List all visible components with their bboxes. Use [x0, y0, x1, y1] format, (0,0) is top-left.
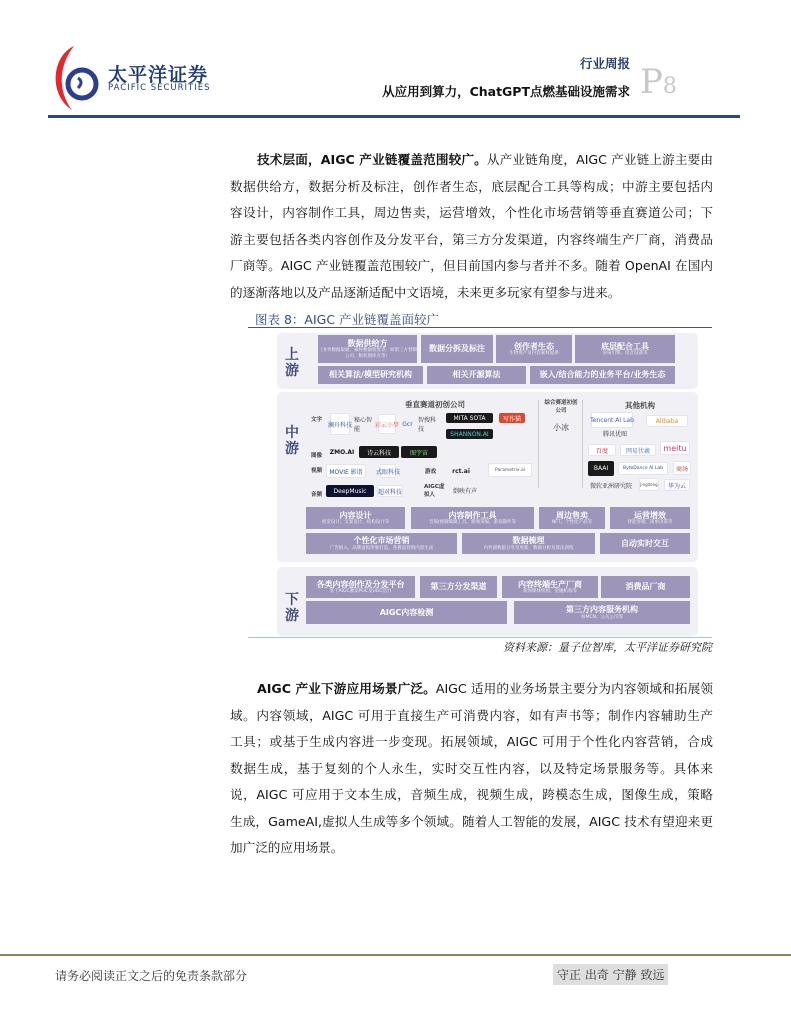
figure-source: 资料来源：量子位智库，太平洋证券研究院 [503, 641, 712, 654]
source-divider [248, 637, 712, 638]
brand-name-cn: 太平洋证券 [108, 64, 209, 86]
company-logo: 华为云 [664, 479, 690, 491]
box-label: 数据分拆及标注 [429, 344, 485, 354]
company-logo-icon [52, 44, 108, 114]
text-line: 从产业链角度，AIGC 产业链上游主要由 [486, 152, 713, 167]
category-label: AIGC虚拟人 [424, 484, 445, 498]
text-line: 说，AIGC 可应用于文本生成，音频生成，视频生成，跨模态生成，图像生成，策略 [230, 787, 713, 802]
text-line: 数据供给方，数据分析及标注，创作者生态，底层配合工具等构成；中游主要包括内 [230, 178, 713, 194]
box-label: 自动实时交互 [621, 538, 669, 548]
chain-box [306, 601, 507, 624]
category-label: 视频 [311, 468, 323, 474]
box-sublabel: （业务数据取通、素材数据收集等，如第三方替制公司、版权图库方等） [318, 348, 417, 359]
chain-box [306, 507, 405, 529]
text-line: 生成，GameAI,虚拟人生成等多个领域。随着人工智能的发展，AIGC 技术有望迎来更 [230, 813, 713, 829]
chain-box [502, 576, 598, 598]
company-logo: MOVIE 影谱 [326, 464, 366, 478]
company-logo: meitu [660, 441, 690, 455]
text-line: 的逐渐落地以及产品逐渐适配中文语境，未来更多玩家有望参与进来。 [230, 284, 621, 300]
company-logo: MITA SOTA [446, 413, 493, 423]
box-sublabel: 新闻媒体机构、金融机构等 [523, 589, 577, 594]
paragraph-downstream-applications [230, 676, 713, 862]
chain-box [530, 366, 675, 384]
box-label: 相关算法/模型研究机构 [329, 370, 412, 380]
box-label: 数据供给方 [347, 339, 388, 349]
chain-box [318, 335, 417, 363]
box-label: 第三方内容服务机构 [566, 605, 638, 615]
chain-box [575, 335, 675, 363]
company-logo: 诗云科技 [359, 446, 399, 458]
box-sublabel: 渲染引擎、语音设备等 [602, 351, 648, 356]
company-logo: 秘心智能 [354, 417, 373, 433]
chain-box [462, 533, 595, 554]
company-logo: 式眼科技 [380, 464, 396, 478]
company-logo: 澜舟科技 [330, 413, 350, 435]
column-divider [582, 400, 583, 488]
figure-divider [248, 327, 712, 328]
company-logo: rct.ai [452, 467, 470, 475]
tier-label-midstream: 中游 [285, 425, 299, 458]
company-logo: 超对科技 [377, 485, 403, 497]
page-number: P8 [640, 62, 677, 102]
chain-box [601, 576, 690, 598]
box-sublabel: 生物资产及内容素材提供 [509, 351, 559, 356]
box-sublabel: 基于AIGC激发PGC及UGC活力 [329, 589, 392, 594]
company-logo: ByteDance AI Lab [618, 462, 668, 475]
category-label: 图像 [311, 453, 323, 459]
chain-box [600, 533, 690, 554]
box-label: 运营增效 [634, 510, 666, 520]
company-logo: 图宇宙 [401, 446, 437, 458]
company-logo: Gcr [402, 420, 413, 428]
text-line: AIGC 适用的业务场景主要分为内容领域和拓展领 [435, 681, 713, 696]
text-line: 数据生成，基于复刻的个人永生，实时交互性内容，以及特定场景服务等。具体来 [230, 760, 713, 776]
footer-divider [0, 954, 791, 956]
box-label: 第三方分发渠道 [430, 582, 487, 592]
report-type: 行业周报 [579, 56, 630, 71]
paragraph-lead: 技术层面，AIGC 产业链覆盖范围较广。 [257, 152, 487, 167]
company-logo: 腾讯优图 [602, 430, 627, 438]
brand-name-en: PACIFIC SECURITIES [108, 83, 211, 93]
box-sublabel: 内外部数据分享及更新、数据分析及算法训练 [483, 545, 574, 551]
company-logo: 智搜科技 [418, 417, 437, 433]
box-label: 内容终端生产厂商 [518, 579, 582, 589]
company-logo: Tencent AI Lab [591, 412, 633, 428]
box-sublabel: 智能客服、简单决策等 [627, 520, 673, 525]
box-label: 嵌入/结合能力的业务平台/业务生态 [539, 370, 666, 380]
chain-box [318, 366, 423, 384]
box-label: 内容设计 [339, 510, 372, 520]
company-logo: ZMO.AI [329, 448, 355, 456]
company-logo: 倒映有声 [452, 487, 477, 495]
chain-box [306, 576, 415, 598]
text-line: 厂商等。AIGC 产业链覆盖范围较广，但目前国内参与者并不多。随着 OpenAI 在国内 [230, 258, 713, 273]
footer-motto: 守正 出奇 宁静 致远 [553, 964, 668, 985]
box-label: 各类内容创作及分发平台 [316, 579, 405, 589]
box-sublabel: 视觉设计、文案设计、结构设计等 [321, 520, 390, 525]
chain-box [539, 507, 605, 529]
text-line: 域。内容领域，AIGC 可用于直接生产可消费内容，如有声书等；制作内容辅助生产 [230, 707, 713, 723]
paragraph-lead: AIGC 产业下游应用场景广泛。 [257, 681, 436, 696]
column-divider [538, 400, 539, 488]
text-line: 工具；或基于生成内容进一步变现。拓展领域，AIGC 可用于个性化内容营销，合成 [230, 734, 713, 749]
chain-box [514, 601, 690, 624]
company-logo: Jingdong [639, 478, 659, 491]
chain-box [496, 335, 572, 363]
company-logo: 写作猫 [499, 413, 525, 423]
header-general-startups: 综合赛道初创公司 [544, 400, 578, 414]
box-sublabel: 如MCN、公关公司等 [581, 614, 623, 620]
box-label: 个性化市场营销 [353, 536, 410, 546]
box-sublabel: 广告植入、品牌虚拟形象打造、各模态营销内容生成 [329, 545, 434, 551]
box-label: 内容制作工具 [448, 510, 497, 520]
category-label: 文字 [311, 417, 323, 423]
text-line: 游主要包括各类内容创作及分发平台，第三方分发渠道，内容终端生产厂商，消费品 [230, 231, 713, 247]
figure-title: 图表 8：AIGC 产业链覆盖面较广 [255, 312, 440, 327]
box-sublabel: 音频/视频编辑工具、新闻采编、游戏制作等 [428, 520, 516, 525]
report-title: 从应用到算力，ChatGPT点燃基础设施需求 [382, 84, 630, 99]
category-label: 游戏 [425, 469, 437, 475]
company-logo: 微软亚洲研究院 [589, 482, 632, 490]
header-vertical-startups: 垂直赛道初创公司 [405, 400, 465, 409]
company-logo: 网易伏羲 [620, 444, 656, 456]
company-logo: Parametrix.ai [488, 463, 532, 477]
company-logo: 百度 [588, 444, 616, 456]
box-label: 消费品厂商 [625, 582, 666, 592]
chain-box [420, 576, 497, 598]
box-label: 创作者生态 [514, 341, 554, 351]
box-sublabel: NFT、个性化产品等 [551, 520, 593, 525]
header-other-orgs: 其他机构 [625, 401, 655, 410]
chain-box [306, 533, 457, 554]
text-line: 加广泛的应用场景。 [230, 840, 344, 855]
company-logo: 彩云小梦 [378, 414, 396, 434]
box-label: 底层配合工具 [601, 341, 649, 351]
box-label: 周边售卖 [556, 510, 588, 520]
company-logo: SHANNON.AI [446, 429, 493, 439]
header-divider [48, 115, 740, 118]
category-label: 音频 [311, 492, 323, 498]
chain-box [421, 335, 493, 363]
company-logo: BAAI [588, 461, 614, 476]
company-logo: 商汤 [673, 461, 691, 475]
company-logo: 小冰 [553, 422, 569, 432]
box-label: 数据梳理 [512, 536, 545, 546]
footer-disclaimer: 请务必阅读正文之后的免责条款部分 [55, 969, 248, 983]
box-label: AIGC内容检测 [379, 607, 434, 617]
tier-label-upstream: 上游 [285, 347, 299, 380]
chain-box [427, 366, 526, 384]
tier-label-downstream: 下游 [285, 592, 299, 625]
chain-box [610, 507, 690, 529]
text-line: 容设计，内容制作工具，周边售卖，运营增效，个性化市场营销等垂直赛道公司；下 [230, 205, 713, 220]
chain-box [411, 507, 534, 529]
box-label: 相关开源算法 [452, 370, 501, 380]
paragraph-supply-chain [230, 147, 713, 306]
company-logo: DeepMusic [326, 485, 374, 497]
company-logo: Alibaba [646, 415, 688, 427]
